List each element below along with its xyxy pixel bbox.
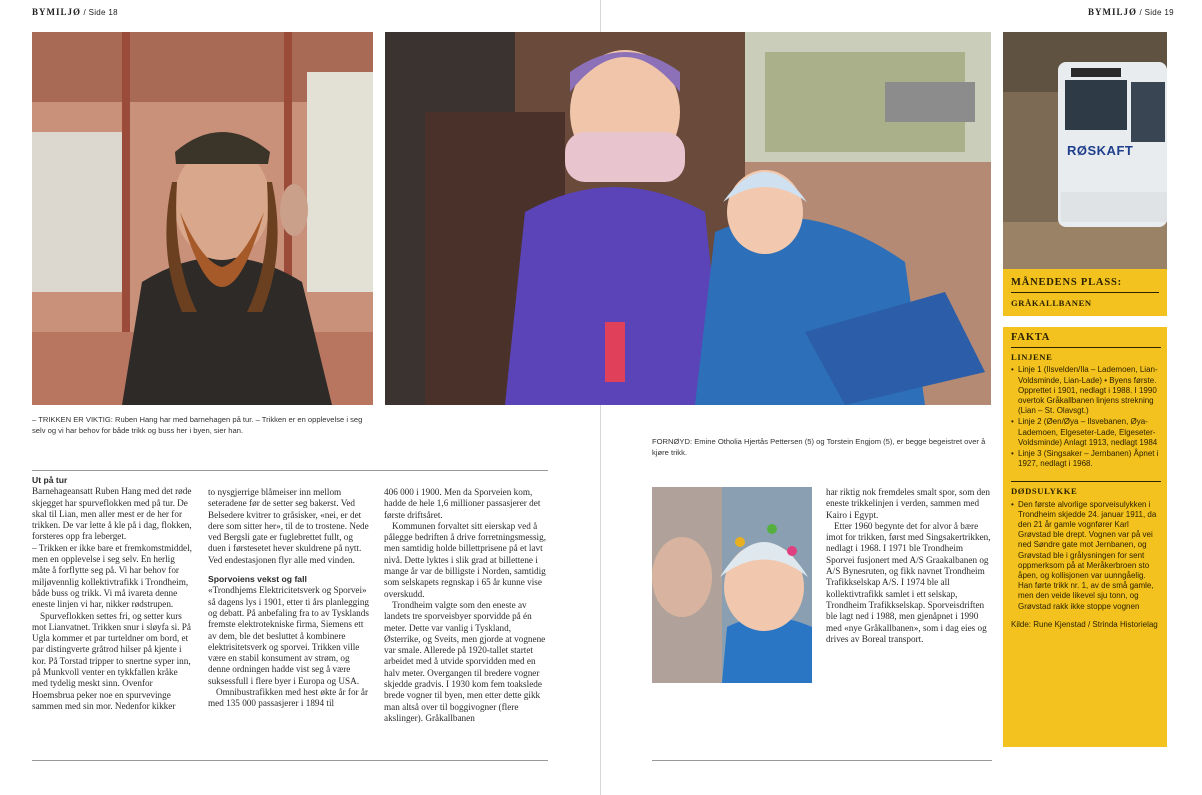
fact-box-title: FAKTA	[1011, 332, 1051, 343]
header-brand: BYMILJØ	[1088, 7, 1138, 17]
article-column-1	[32, 475, 194, 712]
source-credit: Kilde: Rune Kjenstad / Strinda Historielag	[1011, 619, 1158, 629]
list-item: • Linje 3 (Singsaker – Jernbanen) Åpnet i 1927, nedlagt i 1968.	[1011, 449, 1161, 469]
paragraph: Etter 1960 begynte det for alvor å bære imot for trikken, først med Singsakertrikken, nedlagt i 1968. I 1971 ble Trondheim Sporvei fusjonert med A/S Graakalbanen og A/S Bynesruten, og fikk navnet Trondheim Trafikkselskap A/S. I 1974 ble all kollektivtrafikk samlet i ett selskap, Trondheim Trafikkselskap. Sporveisdriften ble lagt ned i 1988, men gjenåpnet i 1990 med «nye Gråkallbanen», som i dag eies og drives av Boreal transport.	[826, 520, 991, 644]
header-page-number: / Side 18	[81, 8, 118, 17]
header-brand: BYMILJØ	[32, 7, 82, 17]
bottom-rule-left	[32, 760, 548, 761]
photo-bearded-man	[32, 32, 373, 405]
accident-list	[1011, 500, 1161, 612]
paragraph: – Trikken er ikke bare et fremkomstmiddel, men en opplevelse i seg selv. En herlig måte å forflytte seg på. Vi har behov for miljøvennlig kollektivtrafikk i Trondheim, både buss og trikk. Vi må ivareta denne eneste linjen vi har, nikker rødstrupen.	[32, 542, 192, 610]
photo-caption-left: – TRIKKEN ER VIKTIG: Ruben Hang har med barnehagen på tur. – Trikken er en opplevelse i seg selv og vi har behov for både trikk og buss her i byen, sier han.	[32, 415, 363, 435]
box-subtitle: GRÅKALLBANEN	[1011, 298, 1092, 308]
fact-section-heading: LINJENE	[1011, 352, 1053, 363]
paragraph: Omnibustrafikken med hest økte år for år med 135 000 passasjerer i 1894 til	[208, 687, 369, 709]
column-heading: Sporvoiens vekst og fall	[208, 574, 307, 585]
paragraph: Barnehageansatt Ruben Hang med det røde skjegget har spurveflokken med på tur. De skal til Lian, men aller mest er de her for trikken. De var lette å kle på i dag, flokken, forsteres opp fra leberget.	[32, 486, 192, 542]
article-column-3	[384, 487, 548, 724]
photo-tram	[1003, 32, 1167, 269]
bottom-rule-right	[652, 760, 992, 761]
left-page-header	[32, 7, 118, 17]
fact-section-heading: DØDSULYKKE	[1011, 486, 1078, 497]
tram-sign: RØSKAFT	[1067, 143, 1134, 158]
paragraph: 406 000 i 1900. Men da Sporveien kom, hadde de hele 1,6 millioner passasjerer det første driftsåret.	[384, 487, 541, 520]
paragraph: Trondheim valgte som den eneste av landets tre sporveisbyer sporvidde på én meter. Dette var vanlig i Tyskland, Østerrike, og Sveits, men gjorde at vognene var smale. Allerede på 1920-tallet startet arbeidet med å utvide sporvidden med en halv meter. Overgangen til bredere vogner skjedde gradvis. I 1930 kom fem toakslede brede vogner til byen, men etter dette gikk man altså over til boggivogner (flere akslinger). Gråkallbanen	[384, 599, 546, 723]
lines-list	[1011, 365, 1161, 469]
box-divider	[1011, 292, 1159, 293]
article-column-4	[826, 487, 992, 645]
paragraph: «Trondhjems Elektricitetsverk og Sporvei» så dagens lys i 1901, etter ti års planlegging og debatt. På anbefaling fra to av Tysklands fremste elektrotekniske firma, Siemens ett av dem, ble det besluttet å kombinere elektrisitetsverk og sporvei. Trikken ville være en stabil konsument av strøm, og denne ordningen hadde vist seg å være suksessfull i flere byer i Europa og USA.	[208, 585, 370, 686]
header-page-number: / Side 19	[1137, 8, 1174, 17]
fact-box-divider	[1011, 481, 1161, 482]
paragraph: to nysgjerrige blåmeiser inn mellom seteradene før de setter seg bakerst. Ved Belsedere kvitrer to gråsisker, «nei, er det dere som sitter her», til de to trostene. Nede ved Bergsli gate er fuglebrettet fullt, og duen i førstesetet hever skuldrene på nytt. Ved endestasjonen flyr alle med vinden.	[208, 487, 369, 565]
article-column-2	[208, 487, 370, 710]
photo-caption-right: FORNØYD: Emine Otholia Hjertås Pettersen (5) og Torstein Engjom (5), er begge begeistret over å kjøre trikk.	[652, 437, 986, 457]
column-heading: Ut på tur	[32, 475, 68, 485]
list-item: • Linje 2 (Øen/Øya – Ilsvebanen, Øya-Lademoen, Elgeseter-Lade, Elgeseter-Voldsminde) Anlagt 1913, nedlagt 1984	[1011, 417, 1161, 448]
paragraph: Spurveflokken settes fri, og setter kurs mot Lianvatnet. Trikken snur i sløyfa si. På Ugla kommer et par turteldner om bord, et par distingverte gråtrod hilser på kjente i kor. På Torstad tripper to snertne syper inn, på Munkvoll venter en tykkfallen kråke med tydelig meskt sinn. Ovenfor Hoemsbrua peker noe en spurvevinge sammen med sin mor. Nedenfor kikker	[32, 610, 191, 711]
list-item: • Linje 1 (Ilsvelden/Ila – Lademoen, Lian-Voldsminde, Lian-Lade) • Byens første. Opprettet i 1901, nedlagt i 1988. I 1990 overtok Gråkallbanen linjens strekning (Lian – St. Olavsgt.)	[1011, 365, 1161, 416]
fact-box-divider	[1011, 347, 1161, 348]
paragraph: har riktig nok fremdeles smalt spor, som den eneste trikkelinjen i verden, sammen med Kairo i Egypt.	[826, 487, 990, 520]
list-item: • Den første alvorlige sporveisulykken i Trondheim skjedde 24. januar 1911, da den 21 år gamle vognfører Karl Grøvstad ble drept. Vognen var på vei ned Søndre gate mot Jernbanen, og Grøvstad ble i grålysningen for sent oppmerksom på at Meråkerbroen sto åpen, og kollisjonen var uunngåelig. Han førte trikk nr. 1, av de små gamle, men den veide likevel sju tonn, og Grøvstad rakk ikke stoppe vognen	[1011, 500, 1161, 612]
feature-label-box	[1003, 269, 1167, 316]
fact-box	[1003, 327, 1167, 747]
box-title: MÅNEDENS PLASS:	[1011, 277, 1122, 288]
top-rule-left	[32, 470, 548, 471]
right-page-header	[1088, 7, 1174, 17]
photo-child-at-window	[652, 487, 812, 683]
photo-children-on-tram	[385, 32, 991, 405]
paragraph: Kommunen forvaltet sitt eierskap ved å pålegge bedriften å drive forretningsmessig, men samtidig holde billettprisene på et lavt nivå. Dette lyktes i slik grad at billettene i mange år var de billigste i Norden, samtidig som selskapets regnskap i 65 år kunne vise overskudd.	[384, 520, 547, 599]
